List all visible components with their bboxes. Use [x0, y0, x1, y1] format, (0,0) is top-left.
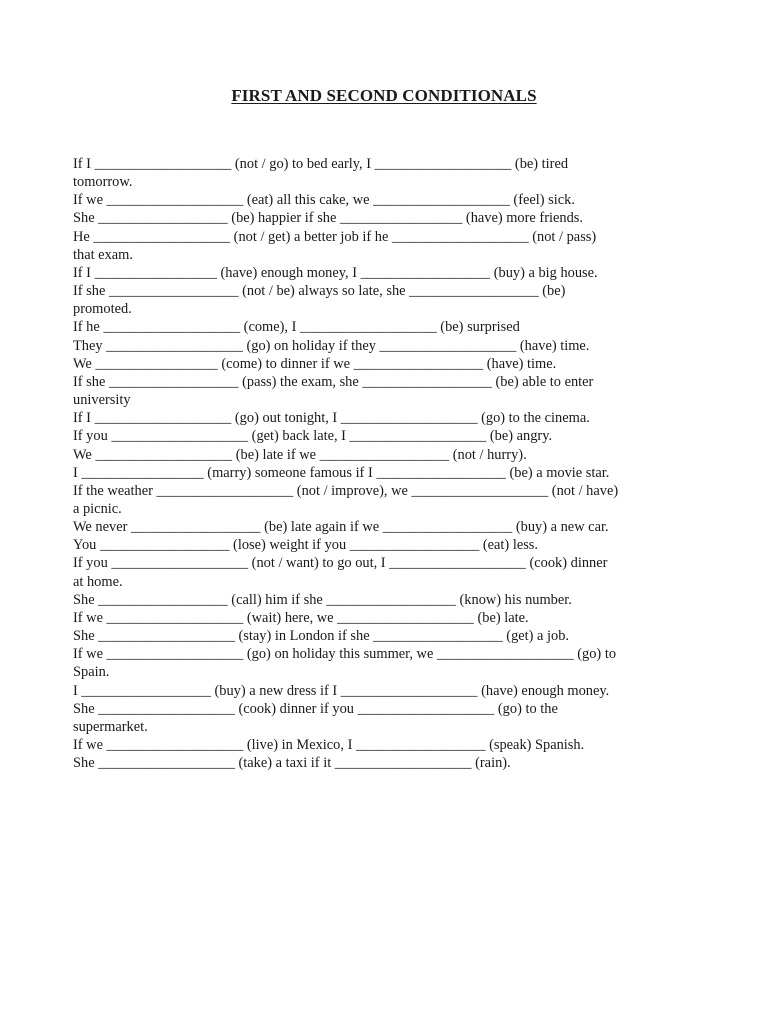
- exercise-line: They ___________________ (go) on holiday if they ___________________ (have) time.: [73, 337, 590, 354]
- exercise-line: If she __________________ (pass) the exam, she __________________ (be) able to enter: [73, 373, 594, 390]
- exercise-line: that exam.: [73, 246, 133, 263]
- exercise-line: If you ___________________ (not / want) to go out, I ___________________ (cook) dinner: [73, 555, 608, 572]
- exercise-line: She ___________________ (stay) in London if she __________________ (get) a job.: [73, 628, 570, 645]
- exercise-line: tomorrow.: [73, 174, 133, 191]
- exercise-line: at home.: [73, 573, 123, 590]
- exercise-line: She __________________ (be) happier if she _________________ (have) more friends.: [73, 210, 583, 227]
- exercise-line: a picnic.: [73, 500, 122, 517]
- exercise-line: university: [73, 392, 131, 409]
- exercise-line: If I ___________________ (not / go) to bed early, I ___________________ (be) tired: [73, 156, 569, 172]
- exercise-list: [73, 155, 695, 772]
- exercise-line: She ___________________ (cook) dinner if you ___________________ (go) to the: [73, 700, 558, 717]
- exercise-line: She __________________ (call) him if she __________________ (know) his number.: [73, 591, 572, 608]
- exercise-line: If the weather ___________________ (not / improve), we ___________________ (not / have): [73, 482, 619, 499]
- exercise-line: supermarket.: [73, 718, 148, 735]
- exercise-line: He ___________________ (not / get) a better job if he ___________________ (not / pass): [73, 228, 597, 245]
- exercise-line: If we ___________________ (eat) all this cake, we ___________________ (feel) sick.: [73, 192, 575, 209]
- exercise-line: We ___________________ (be) late if we __________________ (not / hurry).: [73, 446, 527, 463]
- exercise-line: She ___________________ (take) a taxi if it ___________________ (rain).: [73, 755, 511, 772]
- exercise-line: If she __________________ (not / be) always so late, she __________________ (be): [73, 283, 566, 300]
- exercise-line: If you ___________________ (get) back late, I ___________________ (be) angry.: [73, 428, 553, 445]
- exercise-line: If we ___________________ (wait) here, we ___________________ (be) late.: [73, 609, 529, 626]
- exercise-line: We never __________________ (be) late again if we __________________ (buy) a new car.: [73, 519, 609, 536]
- exercise-line: I _________________ (marry) someone famous if I __________________ (be) a movie star.: [73, 464, 610, 481]
- exercise-line: promoted.: [73, 301, 132, 318]
- exercise-line: If I _________________ (have) enough money, I __________________ (buy) a big house.: [73, 264, 598, 281]
- exercise-line: If he ___________________ (come), I ___________________ (be) surprised: [73, 319, 520, 336]
- exercise-line: You __________________ (lose) weight if you __________________ (eat) less.: [73, 537, 539, 554]
- exercise-line: We _________________ (come) to dinner if we __________________ (have) time.: [73, 355, 557, 372]
- exercise-line: If we ___________________ (go) on holiday this summer, we ___________________ (go) to: [73, 646, 617, 663]
- exercise-line: If I ___________________ (go) out tonight, I ___________________ (go) to the cinema.: [73, 410, 590, 427]
- exercise-line: I __________________ (buy) a new dress if I ___________________ (have) enough money.: [73, 682, 610, 699]
- page-title: FIRST AND SECOND CONDITIONALS: [231, 86, 537, 105]
- exercise-line: Spain.: [73, 664, 110, 681]
- exercise-line: If we ___________________ (live) in Mexico, I __________________ (speak) Spanish.: [73, 737, 585, 753]
